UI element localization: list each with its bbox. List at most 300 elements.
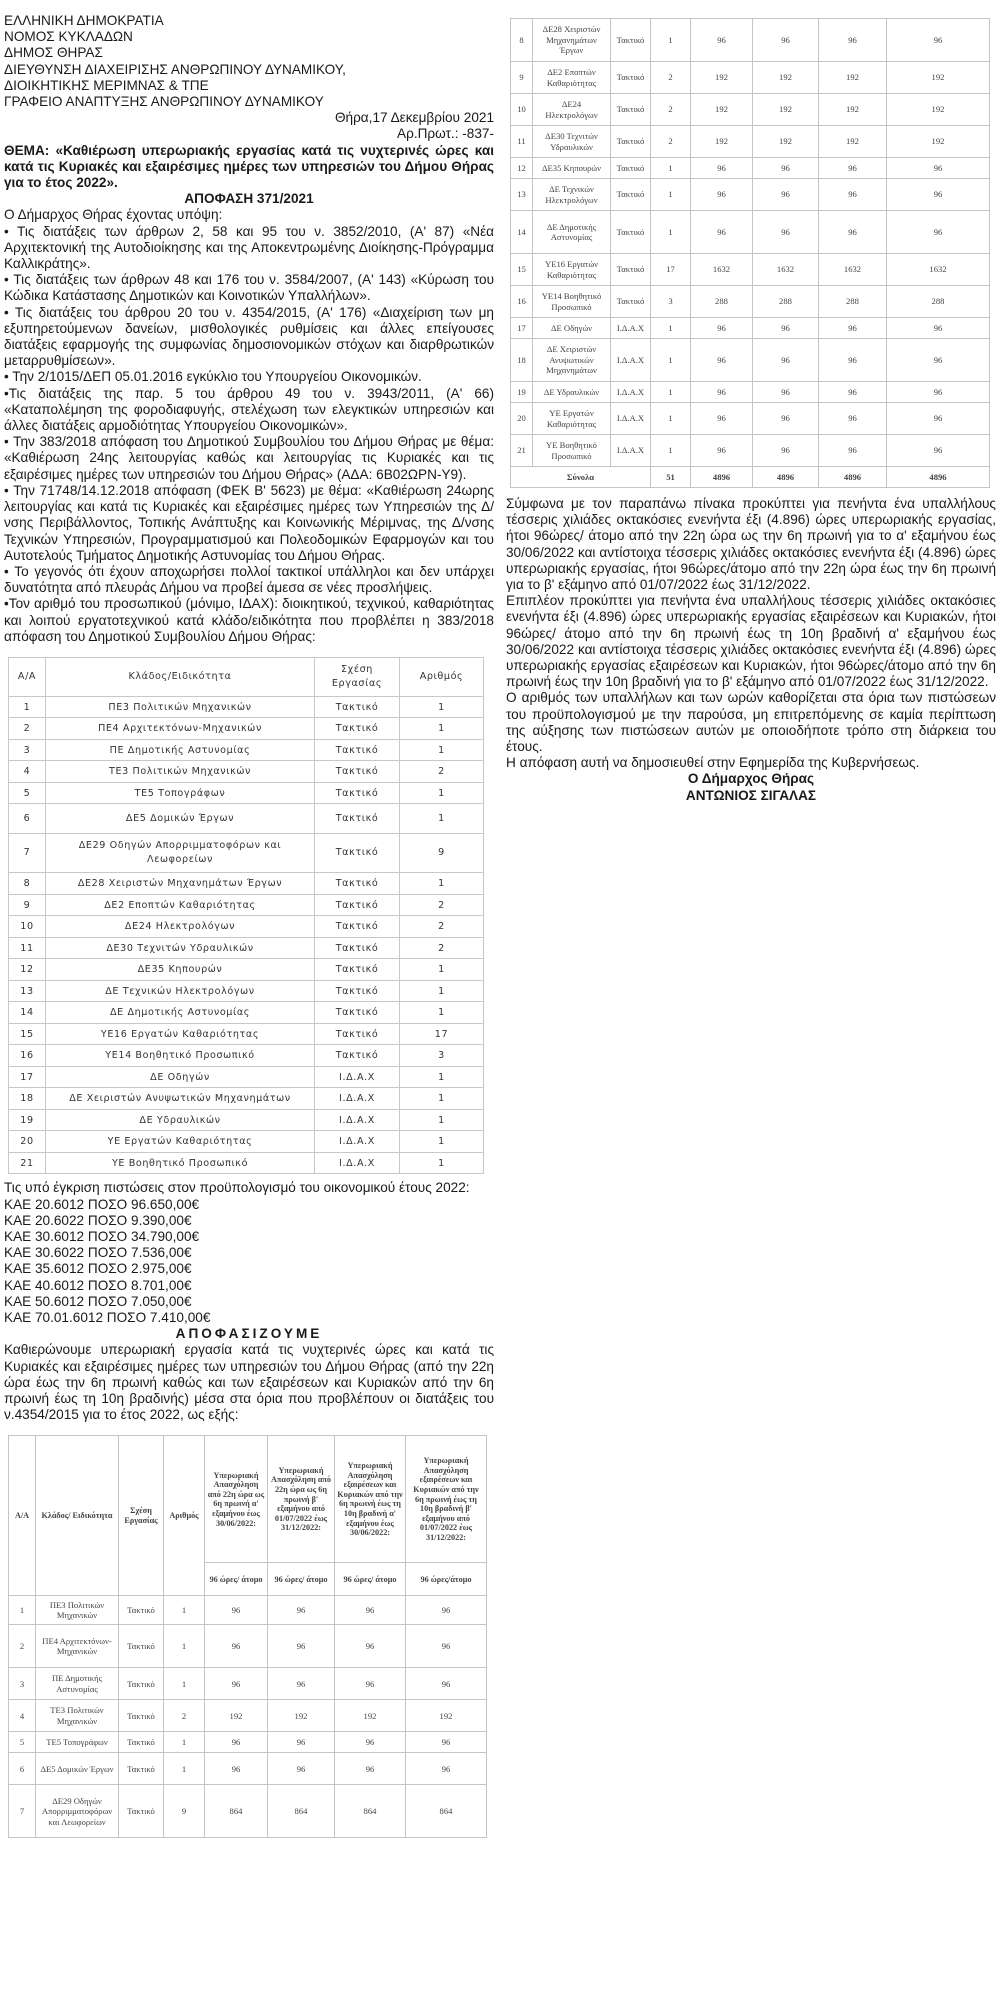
table-cell: 96 [691,403,753,435]
consideration: •Τις διατάξεις της παρ. 5 του άρθρου 49 του ν. 3943/2011, (Α' 66) «Καταπολέμηση της φοροδιαφυγής, στελέχωση των ελεγκτικών υπηρεσιών και άλλες διατάξεις αρμοδιότητας Υπουργείου Οικονομικών». [4,385,494,434]
table-cell: Ι.Δ.Α.Χ [611,382,651,403]
table-cell: 9 [164,1785,205,1838]
subheader: 96 ώρες/ άτομο [335,1563,406,1596]
totals-value: 4896 [753,467,819,488]
table-cell: 96 [268,1668,335,1700]
table-cell: 96 [205,1625,268,1668]
table-cell: 14 [511,211,533,254]
table-cell: 192 [691,126,753,158]
table-cell: Τακτικό [119,1753,164,1785]
table-cell: ΔΕ28 Χειριστών Μηχανημάτων Έργων [533,19,611,62]
table-cell: 96 [205,1596,268,1625]
table-cell: ΔΕ35 Κηπουρών [46,959,315,981]
table-cell: Ι.Δ.Α.Χ [315,1088,400,1110]
table-cell: 96 [753,435,819,467]
table-cell: 2 [651,126,691,158]
table-cell: 96 [268,1732,335,1753]
table-row [511,318,990,339]
staff-table [8,657,484,1175]
table-cell: 1 [651,179,691,211]
table-row [511,403,990,435]
table-cell: ΔΕ28 Χειριστών Μηχανημάτων Έργων [46,873,315,895]
table-cell: 96 [887,179,990,211]
table-cell: 192 [887,94,990,126]
closing-paragraph: Επιπλέον προκύπτει για πενήντα ένα υπαλλήλους τέσσερις χιλιάδες οκτακόσιες ενενήντα έξι (4.896) ώρες υπερωριακής εργασίας εξαιρέσεων και Κυριακών, ήτοι 96ώρες/ άτομο από την 6η πρωινή έως τη 10η βραδινή α' εξαμήνου έως 30/06/2022 και αντίστοιχα τέσσερις χιλιάδες οκτακόσιες ενενήντα έξι (4.896) ώρες υπερωριακής εργασίας εξαιρέσεων και Κυριακών, ήτοι 96ώρες/άτομο από την 6η πρωινή έως την 10η βραδινή για το β' εξάμηνο από 01/07/2022 έως 31/12/2022. [506,593,996,690]
totals-value: 4896 [819,467,887,488]
table-cell: 96 [406,1732,487,1753]
table-cell: 96 [335,1596,406,1625]
table-cell: 96 [691,339,753,382]
table-cell: 96 [753,211,819,254]
table-row [511,19,990,62]
table-cell: 1 [164,1668,205,1700]
table-cell: 96 [819,382,887,403]
column-header: Υπερωριακή Απασχόληση από 22η ώρα ως 6η πρωινή α' εξαμήνου έως 30/06/2022: [205,1436,268,1563]
table-row [9,1753,487,1785]
table-cell: Τακτικό [315,804,400,834]
table-cell: 96 [753,318,819,339]
table-cell: 96 [887,339,990,382]
table-cell: Τακτικό [611,94,651,126]
table-row [9,718,484,740]
table-cell: 19 [9,1109,46,1131]
table-cell: ΥΕ16 Εργατών Καθαριότητας [533,254,611,286]
table-cell: 1 [400,873,484,895]
table-cell: 17 [511,318,533,339]
table-cell: 9 [511,62,533,94]
table-cell: 192 [887,62,990,94]
table-cell: 12 [9,959,46,981]
table-cell: 1 [400,980,484,1002]
table-row [9,937,484,959]
table-cell: 20 [511,403,533,435]
table-cell: 864 [335,1785,406,1838]
subject: ΘΕΜΑ: «Καθιέρωση υπερωριακής εργασίας κατά τις νυχτερινές ώρες και κατά τις Κυριακές και εξαιρέσιμες ημέρες των υπηρεσιών του Δήμου Θήρας για το έτος 2022». [4,142,494,191]
table-cell: 96 [887,158,990,179]
table-cell: 288 [753,286,819,318]
table-cell: ΔΕ Οδηγών [533,318,611,339]
table-row [511,211,990,254]
column-header: Υπερωριακή Απασχόληση από 22η ώρα ως 6η πρωινή β' εξαμήνου από 01/07/2022 έως 31/12/2022: [268,1436,335,1563]
table-cell: 192 [753,94,819,126]
table-cell: ΔΕ5 Δομικών Έργων [46,804,315,834]
table-cell: 192 [753,126,819,158]
table-cell: Τακτικό [611,158,651,179]
table-cell: 96 [205,1753,268,1785]
table-cell: 96 [335,1753,406,1785]
table-row [511,435,990,467]
table-cell: 864 [205,1785,268,1838]
table-cell: Τακτικό [315,761,400,783]
table-cell: 96 [691,158,753,179]
table-cell: 96 [819,158,887,179]
totals-label: Σύνολα [511,467,651,488]
table-cell: ΔΕ Δημοτικής Αστυνομίας [46,1002,315,1024]
table-cell: 2 [651,62,691,94]
table-cell: 96 [819,179,887,211]
table-cell: Ι.Δ.Α.Χ [315,1131,400,1153]
table-cell: 13 [9,980,46,1002]
table-cell: Τακτικό [315,718,400,740]
totals-value: 4896 [887,467,990,488]
decide-text: Καθιερώνουμε υπερωριακή εργασία κατά τις νυχτερινές ώρες και κατά τις Κυριακές και εξαιρέσιμες ημέρες των υπηρεσιών του Δήμου Θήρας (από την 22η ώρα έως την 6η πρωινή καθώς και των εξαιρέσεων και Κυριακών από την 6η πρωινή έως τη 10η βραδινής) μέσα στα όρια που προβλέπουν οι διατάξεις του ν.4354/2015 για το έτος 2022, ως εξής: [4,1342,494,1423]
column-header: Σχέση Εργασίας [119,1436,164,1596]
table-row [9,834,484,873]
table-cell: ΤΕ5 Τοπογράφων [46,782,315,804]
table-cell: ΤΕ5 Τοπογράφων [36,1732,119,1753]
consideration: • Την 383/2018 απόφαση του Δημοτικού Συμβουλίου του Δήμου Θήρας με θέμα: «Καθιέρωση 24ης λειτουργίας καθώς και λειτουργίας τις Κυριακές και τις εξαιρέσιμες ημέρες των υπηρεσιών του Δήμου Θήρας» (ΑΔΑ: 6Β02ΩΡΝ-Υ9). [4,434,494,482]
table-cell: 288 [691,286,753,318]
budget-line: ΚΑΕ 20.6012 ΠΟΣΟ 96.650,00€ [4,1196,200,1212]
table-cell: 1 [651,211,691,254]
table-cell: 1 [400,739,484,761]
table-cell: ΥΕ14 Βοηθητικό Προσωπικό [533,286,611,318]
table-cell: 192 [335,1700,406,1732]
table-cell: Τακτικό [315,937,400,959]
table-cell: ΔΕ30 Τεχνιτών Υδραυλικών [533,126,611,158]
table-cell: 192 [753,62,819,94]
table-row [9,1625,487,1668]
table-cell: 11 [9,937,46,959]
table-cell: 2 [164,1700,205,1732]
table-cell: 1 [9,696,46,718]
table-cell: 2 [400,761,484,783]
table-row [9,1002,484,1024]
letterhead-line: ΝΟΜΟΣ ΚΥΚΛΑΔΩΝ [4,29,133,45]
table-cell: Τακτικό [611,62,651,94]
table-cell: ΔΕ Τεχνικών Ηλεκτρολόγων [46,980,315,1002]
table-cell: 96 [406,1668,487,1700]
table-cell: 96 [819,339,887,382]
subheader: 96 ώρες/άτομο [406,1563,487,1596]
table-cell: ΤΕ3 Πολιτικών Μηχανικών [46,761,315,783]
table-cell: 5 [9,1732,36,1753]
table-cell: 96 [819,403,887,435]
table-cell: 9 [9,894,46,916]
overtime-table-continued [510,18,990,488]
table-cell: Ι.Δ.Α.Χ [315,1152,400,1174]
consideration: • Το γεγονός ότι έχουν αποχωρήσει πολλοί τακτικοί υπάλληλοι και δεν υπάρχει δυνατότητα από πλευράς Δήμου να προβεί άμεσα σε νέες προσλήψεις. [4,563,494,596]
table-cell: ΥΕ16 Εργατών Καθαριότητας [46,1023,315,1045]
table-cell: 96 [406,1625,487,1668]
table-cell: 2 [9,718,46,740]
subheader: 96 ώρες/ άτομο [268,1563,335,1596]
table-row [9,1668,487,1700]
table-cell: 192 [887,126,990,158]
letterhead-line: ΔΙΟΙΚΗΤΙΚΗΣ ΜΕΡΙΜΝΑΣ & ΤΠΕ [4,77,209,93]
table-cell: 96 [887,19,990,62]
table-cell: 192 [691,62,753,94]
table-cell: 192 [819,62,887,94]
table-cell: 96 [268,1596,335,1625]
table-cell: 2 [400,937,484,959]
table-cell: 13 [511,179,533,211]
decision-title: ΑΠΟΦΑΣΗ 371/2021 [184,191,314,207]
table-cell: 1 [400,959,484,981]
consideration: • Τις διατάξεις του άρθρου 20 του ν. 4354/2015, (Α' 176) «Διαχείριση των μη εξυπηρετούμενων δανείων, μισθολογικές ρυθμίσεις και άλλες επείγουσες διατάξεις εφαρμογής της συμφωνίας δημοσιονομικών στόχων και διαρθρωτικών μεταρρυθμίσεων». [4,304,494,369]
table-cell: 16 [511,286,533,318]
table-cell: Τακτικό [119,1668,164,1700]
table-cell: Τακτικό [315,696,400,718]
table-cell: Τακτικό [119,1732,164,1753]
table-cell: 2 [400,916,484,938]
totals-count: 51 [651,467,691,488]
intro: Ο Δήμαρχος Θήρας έχοντας υπόψη: [4,207,223,223]
table-row [9,1023,484,1045]
table-cell: 6 [9,804,46,834]
table-cell: 1 [651,339,691,382]
table-cell: Τακτικό [315,916,400,938]
table-row [9,1596,487,1625]
table-cell: 96 [691,382,753,403]
table-cell: 11 [511,126,533,158]
document-date: Θήρα,17 Δεκεμβρίου 2021 [334,110,494,126]
table-cell: 864 [268,1785,335,1838]
table-cell: 96 [268,1753,335,1785]
table-cell: ΔΕ24 Ηλεκτρολόγων [533,94,611,126]
table-cell: 192 [819,94,887,126]
table-cell: Ι.Δ.Α.Χ [611,435,651,467]
table-cell: Τακτικό [315,1002,400,1024]
table-cell: 2 [651,94,691,126]
budget-list [4,1197,494,1327]
budget-line: ΚΑΕ 30.6022 ΠΟΣΟ 7.536,00€ [4,1245,192,1261]
table-cell: 192 [691,94,753,126]
table-cell: 7 [9,834,46,873]
budget-intro: Τις υπό έγκριση πιστώσεις στον προϋπολογισμό του οικονομικού έτους 2022: [4,1180,470,1196]
table-cell: 864 [406,1785,487,1838]
table-cell: 1632 [819,254,887,286]
table-cell: 6 [9,1753,36,1785]
table-cell: ΔΕ Υδραυλικών [533,382,611,403]
table-cell: 96 [887,435,990,467]
table-row [9,1152,484,1174]
table-cell: 1 [9,1596,36,1625]
column-header: Α/Α [9,1436,36,1596]
table-cell: 96 [753,19,819,62]
table-cell: 288 [887,286,990,318]
table-cell: 10 [511,94,533,126]
budget-line: ΚΑΕ 50.6012 ΠΟΣΟ 7.050,00€ [4,1293,192,1309]
column-header: Κλάδος/ Ειδικότητα [36,1436,119,1596]
table-cell: 18 [9,1088,46,1110]
table-cell: ΔΕ Οδηγών [46,1066,315,1088]
table-row [511,179,990,211]
table-cell: 21 [511,435,533,467]
table-cell: 96 [753,382,819,403]
table-cell: Ι.Δ.Α.Χ [611,339,651,382]
table-cell: 12 [511,158,533,179]
table-cell: 2 [400,894,484,916]
table-cell: 192 [819,126,887,158]
table-cell: 19 [511,382,533,403]
table-cell: 3 [9,739,46,761]
table-cell: 1 [651,382,691,403]
table-row [9,916,484,938]
table-cell: 96 [887,403,990,435]
table-cell: 96 [691,179,753,211]
column-header: Σχέση Εργασίας [315,657,400,696]
table-cell: Τακτικό [611,179,651,211]
table-cell: 96 [406,1596,487,1625]
table-cell: 1 [400,718,484,740]
table-cell: ΤΕ3 Πολιτικών Μηχανικών [36,1700,119,1732]
table-row [9,696,484,718]
table-cell: 1632 [887,254,990,286]
table-cell: ΔΕ5 Δομικών Έργων [36,1753,119,1785]
table-cell: 1632 [753,254,819,286]
table-cell: ΔΕ29 Οδηγών Απορριμματοφόρων και Λεωφορείων [36,1785,119,1838]
table-row [511,382,990,403]
column-header: Α/Α [9,657,46,696]
closing-paragraph: Σύμφωνα με τον παραπάνω πίνακα προκύπτει για πενήντα ένα υπαλλήλους τέσσερις χιλιάδες οκτακόσιες ενενήντα έξι (4.896) ώρες υπερωριακής εργασίας, ήτοι 96ώρες/ άτομο από την 22η ώρα ως την 6η πρωινή για το α' εξαμήνου έως 30/06/2022 και αντίστοιχα τέσσερις χιλιάδες οκτακόσιες ενενήντα έξι (4.896) ώρες υπερωριακής εργασίας, ήτοι 96ώρες/άτομο από την 22η ώρα έως την 6η πρωινή για το β' εξάμηνο από 01/07/2022 έως 31/12/2022. [506,496,996,593]
table-cell: Ι.Δ.Α.Χ [611,318,651,339]
table-cell: 9 [400,834,484,873]
budget-line: ΚΑΕ 35.6012 ΠΟΣΟ 2.975,00€ [4,1261,192,1277]
letterhead [4,0,494,143]
table-row [9,782,484,804]
table-cell: 8 [511,19,533,62]
totals-row [511,467,990,488]
letterhead-line: ΔΙΕΥΘΥΝΣΗ ΔΙΑΧΕΙΡΙΣΗΣ ΑΝΘΡΩΠΙΝΟΥ ΔΥΝΑΜΙΚΟΥ, [4,61,346,77]
table-cell: 1 [400,696,484,718]
table-cell: 8 [9,873,46,895]
table-cell: 96 [691,211,753,254]
table-cell: 17 [400,1023,484,1045]
table-cell: Τακτικό [315,894,400,916]
budget-line: ΚΑΕ 30.6012 ΠΟΣΟ 34.790,00€ [4,1229,200,1245]
budget-line: ΚΑΕ 40.6012 ΠΟΣΟ 8.701,00€ [4,1277,192,1293]
table-cell: 192 [205,1700,268,1732]
table-cell: 1 [651,158,691,179]
table-cell: ΔΕ Τεχνικών Ηλεκτρολόγων [533,179,611,211]
table-cell: 96 [753,339,819,382]
consideration: •Τον αριθμό του προσωπικού (μόνιμο, ΙΔΑΧ): διοικητικού, τεχνικού, καθαριότητας και λοιπού εργατοτεχνικού κατά κλάδο/ειδικότητα που προβλέπει η 383/2018 απόφαση του Δημοτικού Συμβουλίου Δήμου Θήρας: [4,596,494,644]
table-cell: 1 [400,1066,484,1088]
table-row [9,1785,487,1838]
table-cell: 1 [164,1625,205,1668]
table-cell: Τακτικό [119,1700,164,1732]
table-cell: Τακτικό [119,1596,164,1625]
table-cell: 96 [691,318,753,339]
table-cell: 2 [9,1625,36,1668]
table-cell: ΠΕ4 Αρχιτεκτόνων-Μηχανικών [36,1625,119,1668]
table-cell: 96 [205,1732,268,1753]
table-cell: ΔΕ24 Ηλεκτρολόγων [46,916,315,938]
table-cell: 96 [268,1625,335,1668]
table-cell: 96 [753,179,819,211]
consideration: • Την 71748/14.12.2018 απόφαση (ΦΕΚ Β' 5623) με θέμα: «Καθιέρωση 24ωρης λειτουργίας και κατά τις Κυριακές και εξαιρέσιμες ημέρες των Υπηρεσιών της Δ/νσης Περιβάλλοντος, Τοπικής Ανάπτυξης και Κοινωνικής Μέριμνας, της Δ/νσης Τεχνικών Υπηρεσιών, Προγραμματισμού και Πολεοδομικών Εφαρμογών και του Αυτοτελούς Τμήματος Δημοτικής Αστυνομίας του Δήμου Θήρας. [4,482,494,563]
table-row [511,158,990,179]
table-row [9,804,484,834]
table-cell: 96 [691,435,753,467]
table-cell: 96 [691,19,753,62]
table-cell: ΠΕ4 Αρχιτεκτόνων-Μηχανικών [46,718,315,740]
table-cell: ΔΕ Υδραυλικών [46,1109,315,1131]
table-cell: 1 [651,19,691,62]
table-cell: 1 [164,1596,205,1625]
table-cell: Τακτικό [611,211,651,254]
table-cell: ΥΕ14 Βοηθητικό Προσωπικό [46,1045,315,1067]
table-cell: Ι.Δ.Α.Χ [315,1109,400,1131]
signature-title: Ο Δήμαρχος Θήρας [687,771,815,787]
table-row [9,739,484,761]
closing-paragraph: Η απόφαση αυτή να δημοσιευθεί στην Εφημερίδα της Κυβερνήσεως. [506,755,920,771]
table-cell: ΠΕ3 Πολιτικών Μηχανικών [36,1596,119,1625]
table-cell: 1 [400,804,484,834]
table-row [511,126,990,158]
table-cell: Τακτικό [315,980,400,1002]
table-cell: 96 [335,1668,406,1700]
table-cell: 192 [406,1700,487,1732]
table-cell: ΔΕ Χειριστών Ανυψωτικών Μηχανημάτων [533,339,611,382]
table-cell: Τακτικό [119,1785,164,1838]
column-header: Υπερωριακή Απασχόληση εξαιρέσεων και Κυριακών από την 6η πρωινή έως τη 10η βραδινή β' εξαμήνου από 01/07/2022 έως 31/12/2022: [406,1436,487,1563]
table-cell: ΔΕ2 Εποπτών Καθαριότητας [533,62,611,94]
consideration: • Τις διατάξεις των άρθρων 48 και 176 του ν. 3584/2007, (Α' 143) «Κύρωση του Κώδικα Κατάστασης Δημοτικών και Κοινοτικών Υπαλλήλων». [4,272,494,304]
table-cell: 96 [335,1625,406,1668]
table-cell: Τακτικό [611,286,651,318]
column-header: Υπερωριακή Απασχόληση εξαιρέσεων και Κυριακών από την 6η πρωινή έως τη 10η βραδινή α' εξαμήνου έως 30/06/2022: [335,1436,406,1563]
table-cell: 1 [651,318,691,339]
table-cell: 96 [819,435,887,467]
table-cell: ΔΕ2 Εποπτών Καθαριότητας [46,894,315,916]
totals-value: 4896 [691,467,753,488]
table-cell: 17 [9,1066,46,1088]
table-cell: 3 [9,1668,36,1700]
table-cell: 18 [511,339,533,382]
table-cell: Τακτικό [611,254,651,286]
table-cell: 96 [406,1753,487,1785]
table-cell: ΠΕ Δημοτικής Αστυνομίας [36,1668,119,1700]
table-row [511,254,990,286]
table-cell: 1 [400,782,484,804]
table-row [9,1131,484,1153]
table-cell: ΥΕ Εργατών Καθαριότητας [46,1131,315,1153]
subheader: 96 ώρες/ άτομο [205,1563,268,1596]
table-cell: 3 [651,286,691,318]
table-row [9,873,484,895]
table-row [9,959,484,981]
letterhead-line: ΔΗΜΟΣ ΘΗΡΑΣ [4,45,103,61]
column-header: Αριθμός [164,1436,205,1596]
table-cell: 96 [887,211,990,254]
table-cell: 96 [887,318,990,339]
table-row [511,62,990,94]
budget-line: ΚΑΕ 70.01.6012 ΠΟΣΟ 7.410,00€ [4,1310,211,1326]
overtime-table [8,1435,487,1838]
column-header: Αριθμός [400,657,484,696]
table-cell: ΠΕ3 Πολιτικών Μηχανικών [46,696,315,718]
left-column [4,0,494,1838]
table-cell: Τακτικό [315,959,400,981]
table-cell: 21 [9,1152,46,1174]
table-cell: 1 [164,1732,205,1753]
consideration: • Τις διατάξεις των άρθρων 2, 58 και 95 του ν. 3852/2010, (Α' 87) «Νέα Αρχιτεκτονική της Αυτοδιοίκησης και της Αποκεντρωμένης Διοίκησης-Πρόγραμμα Καλλικράτης». [4,223,494,272]
table-row [9,1109,484,1131]
table-cell: 96 [205,1668,268,1700]
table-cell: 20 [9,1131,46,1153]
table-cell: 192 [268,1700,335,1732]
table-cell: 1 [651,403,691,435]
table-cell: Τακτικό [315,739,400,761]
table-cell: 15 [9,1023,46,1045]
table-cell: Τακτικό [315,1045,400,1067]
table-row [511,339,990,382]
table-cell: Τακτικό [315,782,400,804]
table-cell: ΥΕ Εργατών Καθαριότητας [533,403,611,435]
table-cell: ΔΕ Δημοτικής Αστυνομίας [533,211,611,254]
